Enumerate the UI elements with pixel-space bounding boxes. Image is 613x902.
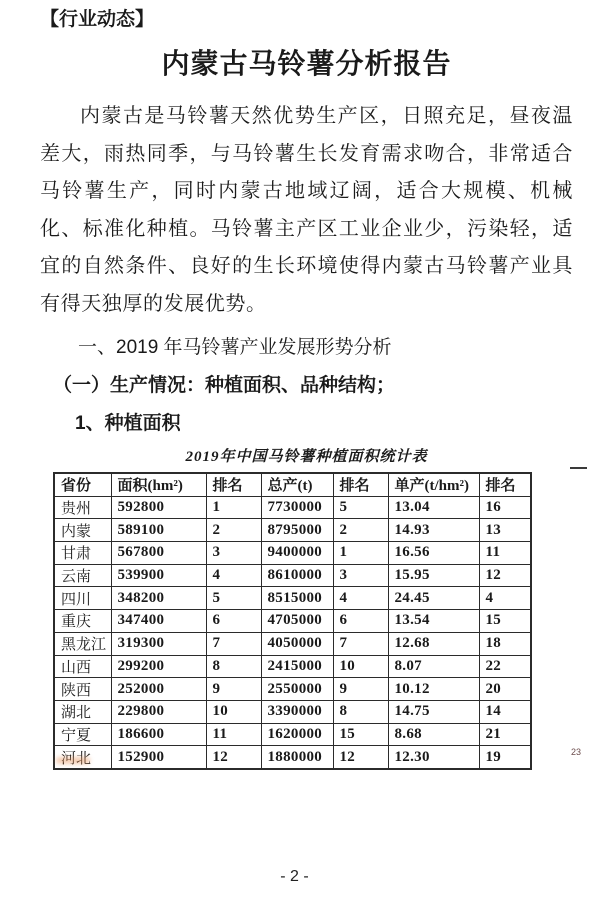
value-cell: 1 bbox=[333, 542, 388, 565]
value-cell: 8610000 bbox=[261, 564, 333, 587]
column-header-3: 总产(t) bbox=[261, 473, 333, 496]
table-header-row bbox=[54, 473, 531, 496]
value-cell: 18 bbox=[479, 632, 531, 655]
value-cell: 8.68 bbox=[388, 723, 479, 746]
province-cell: 重庆 bbox=[54, 610, 111, 633]
page-title: 内蒙古马铃薯分析报告 bbox=[161, 49, 452, 80]
value-cell: 8515000 bbox=[261, 587, 333, 610]
value-cell: 4 bbox=[206, 564, 261, 587]
scan-border-artifact bbox=[570, 467, 587, 469]
province-cell: 贵州 bbox=[54, 496, 111, 519]
value-cell: 16 bbox=[479, 496, 531, 519]
value-cell: 589100 bbox=[111, 519, 206, 542]
value-cell: 8 bbox=[333, 700, 388, 723]
table-row bbox=[54, 678, 531, 701]
value-cell: 14 bbox=[479, 700, 531, 723]
value-cell: 3 bbox=[333, 564, 388, 587]
province-cell: 山西 bbox=[54, 655, 111, 678]
intro-paragraph: 内蒙古是马铃薯天然优势生产区，日照充足，昼夜温差大，雨热同季，与马铃薯生长发育需求吻合，非常适合马铃薯生产，同时内蒙古地域辽阔，适合大规模、机械化、标准化种植。马铃薯主产区工业企业少，污染轻，适宜的自然条件、良好的生长环境使得内蒙古马铃薯产业具有得天独厚的发展优势。 bbox=[40, 105, 573, 315]
corner-number-artifact: 23 bbox=[571, 747, 582, 757]
value-cell: 11 bbox=[206, 723, 261, 746]
table-header bbox=[54, 473, 531, 496]
value-cell: 2 bbox=[333, 519, 388, 542]
value-cell: 22 bbox=[479, 655, 531, 678]
value-cell: 186600 bbox=[111, 723, 206, 746]
value-cell: 6 bbox=[206, 610, 261, 633]
column-header-2: 排名 bbox=[206, 473, 261, 496]
column-header-1: 面积(hm²) bbox=[111, 473, 206, 496]
province-cell: 湖北 bbox=[54, 700, 111, 723]
value-cell: 11 bbox=[479, 542, 531, 565]
area-stats-table bbox=[53, 472, 532, 770]
column-header-0: 省份 bbox=[54, 473, 111, 496]
page-number: - 2 - bbox=[280, 868, 309, 885]
value-cell: 3 bbox=[206, 542, 261, 565]
value-cell: 15.95 bbox=[388, 564, 479, 587]
table-body bbox=[54, 496, 531, 769]
value-cell: 5 bbox=[206, 587, 261, 610]
value-cell: 2550000 bbox=[261, 678, 333, 701]
table-caption: 2019年中国马铃薯种植面积统计表 bbox=[185, 449, 428, 465]
value-cell: 299200 bbox=[111, 655, 206, 678]
table-row bbox=[54, 632, 531, 655]
value-cell: 12.68 bbox=[388, 632, 479, 655]
table-row bbox=[54, 496, 531, 519]
value-cell: 252000 bbox=[111, 678, 206, 701]
value-cell: 10.12 bbox=[388, 678, 479, 701]
table-row bbox=[54, 542, 531, 565]
province-cell: 河北 bbox=[54, 746, 111, 769]
province-cell: 甘肃 bbox=[54, 542, 111, 565]
value-cell: 20 bbox=[479, 678, 531, 701]
value-cell: 9 bbox=[333, 678, 388, 701]
value-cell: 19 bbox=[479, 746, 531, 769]
table-row bbox=[54, 587, 531, 610]
table-row bbox=[54, 655, 531, 678]
value-cell: 9 bbox=[206, 678, 261, 701]
value-cell: 16.56 bbox=[388, 542, 479, 565]
value-cell: 8795000 bbox=[261, 519, 333, 542]
value-cell: 9400000 bbox=[261, 542, 333, 565]
value-cell: 13.54 bbox=[388, 610, 479, 633]
table-row bbox=[54, 700, 531, 723]
value-cell: 592800 bbox=[111, 496, 206, 519]
value-cell: 4 bbox=[479, 587, 531, 610]
value-cell: 2 bbox=[206, 519, 261, 542]
value-cell: 12 bbox=[479, 564, 531, 587]
value-cell: 5 bbox=[333, 496, 388, 519]
value-cell: 319300 bbox=[111, 632, 206, 655]
headings-block bbox=[40, 329, 573, 443]
table-row bbox=[54, 746, 531, 769]
value-cell: 1880000 bbox=[261, 746, 333, 769]
value-cell: 12 bbox=[206, 746, 261, 769]
value-cell: 347400 bbox=[111, 610, 206, 633]
value-cell: 348200 bbox=[111, 587, 206, 610]
section-tag: 【行业动态】 bbox=[40, 9, 155, 30]
province-cell: 云南 bbox=[54, 564, 111, 587]
heading-level1: 一、2019 年马铃薯产业发展形势分析 bbox=[78, 337, 392, 358]
province-cell: 黑龙江 bbox=[54, 632, 111, 655]
value-cell: 13.04 bbox=[388, 496, 479, 519]
value-cell: 6 bbox=[333, 610, 388, 633]
column-header-4: 排名 bbox=[333, 473, 388, 496]
value-cell: 229800 bbox=[111, 700, 206, 723]
table-row bbox=[54, 564, 531, 587]
value-cell: 7 bbox=[333, 632, 388, 655]
value-cell: 4050000 bbox=[261, 632, 333, 655]
scan-smudge-artifact bbox=[56, 757, 90, 764]
value-cell: 7 bbox=[206, 632, 261, 655]
value-cell: 8 bbox=[206, 655, 261, 678]
value-cell: 1 bbox=[206, 496, 261, 519]
province-cell: 宁夏 bbox=[54, 723, 111, 746]
province-cell: 陕西 bbox=[54, 678, 111, 701]
value-cell: 567800 bbox=[111, 542, 206, 565]
value-cell: 4 bbox=[333, 587, 388, 610]
province-cell: 内蒙 bbox=[54, 519, 111, 542]
value-cell: 2415000 bbox=[261, 655, 333, 678]
value-cell: 21 bbox=[479, 723, 531, 746]
value-cell: 24.45 bbox=[388, 587, 479, 610]
column-header-5: 单产(t/hm²) bbox=[388, 473, 479, 496]
value-cell: 13 bbox=[479, 519, 531, 542]
value-cell: 3390000 bbox=[261, 700, 333, 723]
value-cell: 539900 bbox=[111, 564, 206, 587]
value-cell: 12.30 bbox=[388, 746, 479, 769]
value-cell: 4705000 bbox=[261, 610, 333, 633]
table-row bbox=[54, 723, 531, 746]
table-row bbox=[54, 610, 531, 633]
heading-level2: （一）生产情况：种植面积、品种结构； bbox=[53, 375, 396, 396]
province-cell: 四川 bbox=[54, 587, 111, 610]
value-cell: 152900 bbox=[111, 746, 206, 769]
value-cell: 14.93 bbox=[388, 519, 479, 542]
value-cell: 7730000 bbox=[261, 496, 333, 519]
value-cell: 8.07 bbox=[388, 655, 479, 678]
heading-level3: 1、种植面积 bbox=[75, 413, 181, 434]
value-cell: 12 bbox=[333, 746, 388, 769]
value-cell: 10 bbox=[206, 700, 261, 723]
value-cell: 15 bbox=[479, 610, 531, 633]
value-cell: 10 bbox=[333, 655, 388, 678]
table-row bbox=[54, 519, 531, 542]
column-header-6: 排名 bbox=[479, 473, 531, 496]
value-cell: 14.75 bbox=[388, 700, 479, 723]
value-cell: 1620000 bbox=[261, 723, 333, 746]
value-cell: 15 bbox=[333, 723, 388, 746]
